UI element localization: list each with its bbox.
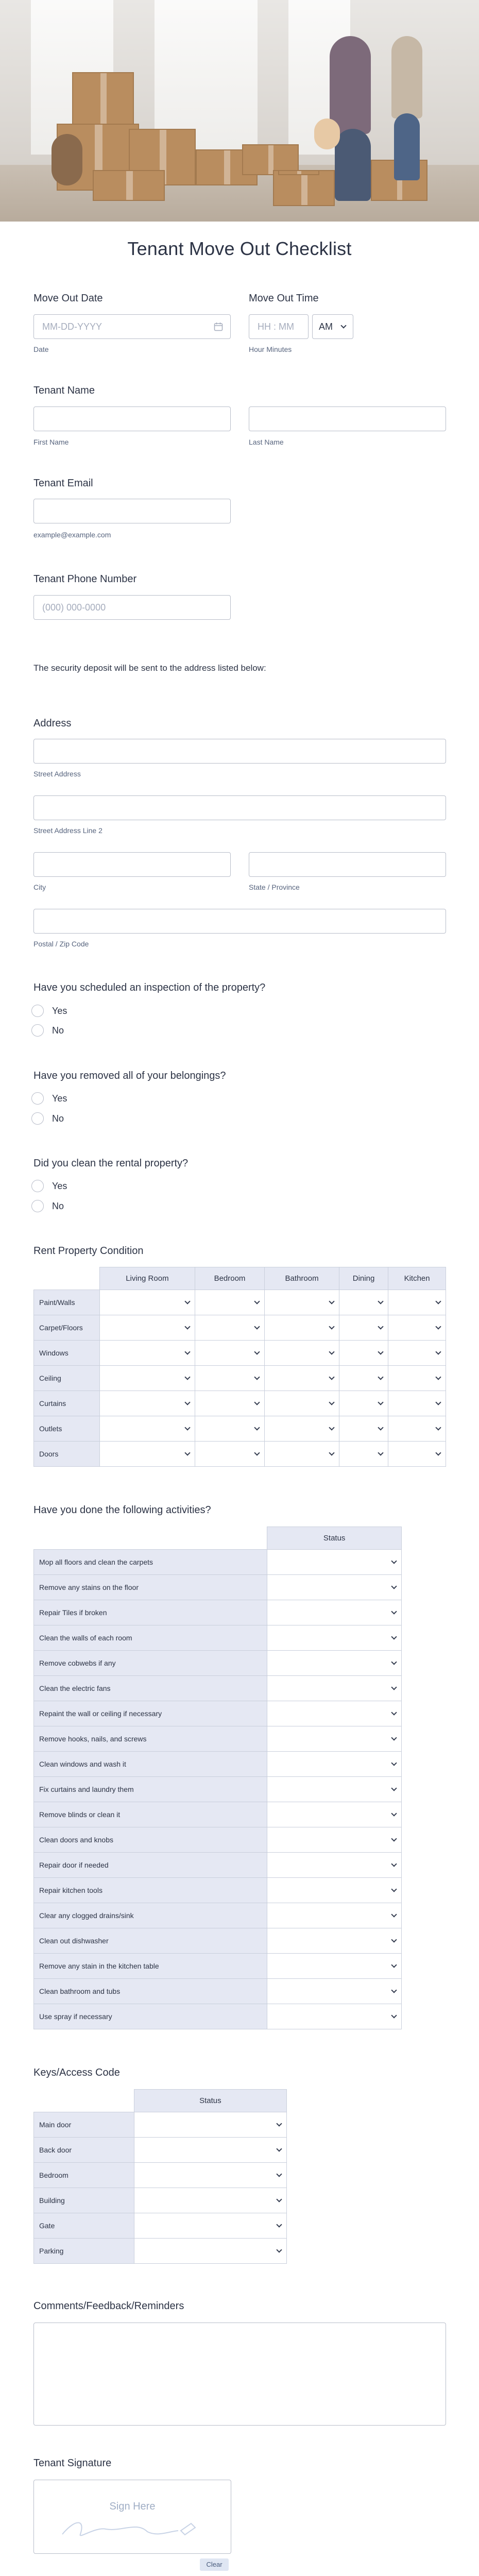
condition-select[interactable] (388, 1391, 446, 1416)
condition-select[interactable] (339, 1290, 388, 1315)
condition-select[interactable] (195, 1442, 264, 1467)
first-name-sublabel: First Name (33, 438, 69, 446)
chevron-down-icon (378, 1324, 384, 1329)
status-select[interactable] (267, 2004, 402, 2029)
chevron-down-icon (391, 1886, 397, 1892)
row-label: Clean bathroom and tubs (34, 1979, 267, 2004)
table-row (34, 1442, 446, 1467)
row-label: Clear any clogged drains/sink (34, 1903, 267, 1928)
chevron-down-icon (329, 1425, 334, 1430)
status-select[interactable] (267, 1575, 402, 1600)
condition-select[interactable] (100, 1391, 195, 1416)
chevron-down-icon (254, 1399, 260, 1405)
question-clean-label: Did you clean the rental property? (33, 1158, 189, 1169)
status-select[interactable] (267, 1651, 402, 1676)
chevron-down-icon (276, 2171, 282, 2177)
condition-select[interactable] (265, 1341, 339, 1366)
row-label: Gate (34, 2213, 134, 2239)
row-label: Parking (34, 2239, 134, 2264)
table-row (34, 1625, 402, 1651)
status-select[interactable] (267, 1853, 402, 1878)
radio-label-no: No (52, 1025, 64, 1036)
radio-inspection-no[interactable] (31, 1024, 44, 1037)
radio-label-no: No (52, 1113, 64, 1124)
tenant-signature-pad[interactable] (33, 2480, 231, 2554)
table-row (34, 1853, 402, 1878)
radio-label-yes: Yes (52, 1181, 67, 1191)
table-row (34, 1726, 402, 1752)
chevron-down-icon (391, 1810, 397, 1816)
radio-clean-yes[interactable] (31, 1180, 44, 1192)
chevron-down-icon (276, 2222, 282, 2227)
table-row (34, 2239, 287, 2264)
status-select[interactable] (267, 1878, 402, 1903)
table-row (34, 1600, 402, 1625)
status-select[interactable] (134, 2163, 286, 2188)
chevron-down-icon (254, 1450, 260, 1455)
postal-input[interactable] (33, 909, 446, 934)
chevron-down-icon (184, 1450, 190, 1455)
chevron-down-icon (391, 1735, 397, 1740)
first-name-input[interactable] (33, 406, 231, 431)
chevron-down-icon (391, 1785, 397, 1791)
table-row (34, 2163, 287, 2188)
chevron-down-icon (435, 1298, 441, 1304)
table-row (34, 2138, 287, 2163)
status-select[interactable] (267, 1701, 402, 1726)
radio-clean-no[interactable] (31, 1200, 44, 1212)
condition-select[interactable] (265, 1290, 339, 1315)
status-select[interactable] (267, 1625, 402, 1651)
row-label: Clean out dishwasher (34, 1928, 267, 1954)
condition-select[interactable] (339, 1315, 388, 1341)
condition-select[interactable] (388, 1290, 446, 1315)
tenant-phone-label: Tenant Phone Number (33, 573, 137, 585)
row-label: Windows (34, 1341, 100, 1366)
status-select[interactable] (267, 1954, 402, 1979)
move-out-time-input[interactable] (249, 314, 309, 339)
condition-select[interactable] (100, 1442, 195, 1467)
tenant-email-input[interactable] (33, 499, 231, 523)
status-select[interactable] (267, 1802, 402, 1827)
chevron-down-icon (391, 1558, 397, 1564)
address-label: Address (33, 718, 72, 729)
chevron-down-icon (276, 2121, 282, 2126)
tenant-signature-label: Tenant Signature (33, 2458, 112, 2469)
chevron-down-icon (329, 1374, 334, 1380)
chevron-down-icon (435, 1425, 441, 1430)
row-label: Repair kitchen tools (34, 1878, 267, 1903)
condition-select[interactable] (339, 1442, 388, 1467)
status-select[interactable] (267, 1928, 402, 1954)
condition-select[interactable] (100, 1341, 195, 1366)
row-label: Repair door if needed (34, 1853, 267, 1878)
condition-select[interactable] (265, 1416, 339, 1442)
row-label: Repaint the wall or ceiling if necessary (34, 1701, 267, 1726)
ampm-value: AM (319, 321, 333, 332)
table-row (34, 1651, 402, 1676)
chevron-down-icon (254, 1425, 260, 1430)
status-select[interactable] (267, 1903, 402, 1928)
table-row (34, 2188, 287, 2213)
status-select[interactable] (267, 1777, 402, 1802)
status-select[interactable] (267, 1676, 402, 1701)
tenant-email-sublabel: example@example.com (33, 531, 111, 539)
move-out-date-input[interactable] (33, 314, 231, 339)
row-label: Paint/Walls (34, 1290, 100, 1315)
condition-select[interactable] (100, 1290, 195, 1315)
move-out-time-label: Move Out Time (249, 293, 319, 304)
street-address-2-input[interactable] (33, 795, 446, 820)
chevron-down-icon (435, 1450, 441, 1455)
column-header: Status (267, 1527, 402, 1550)
chevron-down-icon (391, 1962, 397, 1968)
table-row (34, 1827, 402, 1853)
city-input[interactable] (33, 852, 231, 877)
tenant-email-label: Tenant Email (33, 478, 93, 489)
chevron-down-icon (340, 323, 346, 328)
table-row (34, 1954, 402, 1979)
last-name-sublabel: Last Name (249, 438, 284, 446)
condition-select[interactable] (265, 1391, 339, 1416)
chevron-down-icon (391, 1659, 397, 1665)
row-label: Remove any stains on the floor (34, 1575, 267, 1600)
chevron-down-icon (378, 1298, 384, 1304)
status-select[interactable] (134, 2188, 286, 2213)
deposit-note: The security deposit will be sent to the address listed below: (33, 663, 266, 673)
chevron-down-icon (391, 1709, 397, 1715)
sign-here-placeholder: Sign Here (109, 2501, 156, 2512)
table-corner (34, 1267, 100, 1290)
condition-select[interactable] (388, 1315, 446, 1341)
chevron-down-icon (184, 1349, 190, 1354)
move-out-date-placeholder: MM-DD-YYYY (42, 321, 102, 332)
row-label: Back door (34, 2138, 134, 2163)
table-row (34, 1701, 402, 1726)
table-row (34, 2213, 287, 2239)
table-corner (34, 1527, 267, 1550)
row-label: Main door (34, 2112, 134, 2138)
table-row (34, 1752, 402, 1777)
chevron-down-icon (254, 1298, 260, 1304)
column-header: Dining (339, 1267, 388, 1290)
city-sublabel: City (33, 883, 46, 891)
status-select[interactable] (267, 1827, 402, 1853)
chevron-down-icon (276, 2146, 282, 2151)
table-row (34, 1777, 402, 1802)
chevron-down-icon (276, 2247, 282, 2252)
table-row (34, 1802, 402, 1827)
table-row (34, 1550, 402, 1575)
status-select[interactable] (267, 1752, 402, 1777)
ampm-select[interactable] (312, 314, 353, 339)
activities-label: Have you done the following activities? (33, 1504, 211, 1516)
move-out-time-placeholder: HH : MM (258, 321, 294, 332)
row-label: Bedroom (34, 2163, 134, 2188)
row-label: Fix curtains and laundry them (34, 1777, 267, 1802)
row-label: Remove blinds or clean it (34, 1802, 267, 1827)
row-label: Carpet/Floors (34, 1315, 100, 1341)
chevron-down-icon (435, 1399, 441, 1405)
status-select[interactable] (134, 2138, 286, 2163)
condition-select[interactable] (388, 1442, 446, 1467)
chevron-down-icon (378, 1349, 384, 1354)
status-select[interactable] (267, 1726, 402, 1752)
tenant-phone-placeholder: (000) 000-0000 (42, 602, 106, 613)
move-out-time-sublabel: Hour Minutes (249, 345, 292, 353)
calendar-icon[interactable] (214, 322, 223, 331)
condition-select[interactable] (388, 1366, 446, 1391)
chevron-down-icon (391, 1684, 397, 1690)
last-name-input[interactable] (249, 406, 446, 431)
row-label: Ceiling (34, 1366, 100, 1391)
chevron-down-icon (184, 1324, 190, 1329)
chevron-down-icon (391, 1836, 397, 1841)
rent-condition-table (33, 1267, 446, 1467)
row-label: Use spray if necessary (34, 2004, 267, 2029)
row-label: Repair Tiles if broken (34, 1600, 267, 1625)
keys-table (33, 2089, 287, 2264)
radio-label-yes: Yes (52, 1006, 67, 1016)
table-row (34, 1928, 402, 1954)
row-label: Remove any stain in the kitchen table (34, 1954, 267, 1979)
condition-select[interactable] (265, 1315, 339, 1341)
column-header: Living Room (100, 1267, 195, 1290)
row-label: Clean windows and wash it (34, 1752, 267, 1777)
clear-button[interactable]: Clear (200, 2558, 229, 2571)
table-row (34, 1366, 446, 1391)
table-row (34, 1676, 402, 1701)
chevron-down-icon (435, 1374, 441, 1380)
chevron-down-icon (435, 1349, 441, 1354)
condition-select[interactable] (195, 1416, 264, 1442)
radio-belongings-yes[interactable] (31, 1092, 44, 1105)
postal-sublabel: Postal / Zip Code (33, 940, 89, 948)
table-row (34, 1341, 446, 1366)
condition-select[interactable] (339, 1416, 388, 1442)
status-select[interactable] (134, 2112, 286, 2138)
chevron-down-icon (378, 1425, 384, 1430)
chevron-down-icon (391, 1760, 397, 1766)
chevron-down-icon (329, 1349, 334, 1354)
move-out-date-label: Move Out Date (33, 293, 103, 304)
row-label: Curtains (34, 1391, 100, 1416)
column-header: Bedroom (195, 1267, 264, 1290)
chevron-down-icon (378, 1399, 384, 1405)
status-select[interactable] (134, 2239, 286, 2264)
form-title: Tenant Move Out Checklist (127, 238, 352, 259)
status-select[interactable] (267, 1550, 402, 1575)
row-label: Clean the walls of each room (34, 1625, 267, 1651)
condition-select[interactable] (100, 1416, 195, 1442)
tenant-name-label: Tenant Name (33, 385, 95, 396)
condition-select[interactable] (195, 1366, 264, 1391)
status-select[interactable] (134, 2213, 286, 2239)
comments-label: Comments/Feedback/Reminders (33, 2300, 184, 2312)
condition-select[interactable] (265, 1366, 339, 1391)
column-header: Kitchen (388, 1267, 446, 1290)
chevron-down-icon (378, 1450, 384, 1455)
chevron-down-icon (329, 1324, 334, 1329)
row-label: Remove cobwebs if any (34, 1651, 267, 1676)
rent-condition-label: Rent Property Condition (33, 1245, 144, 1257)
condition-select[interactable] (100, 1315, 195, 1341)
chevron-down-icon (184, 1374, 190, 1380)
radio-label-no: No (52, 1201, 64, 1211)
chevron-down-icon (391, 1937, 397, 1942)
condition-select[interactable] (195, 1315, 264, 1341)
row-label: Building (34, 2188, 134, 2213)
table-row (34, 1315, 446, 1341)
row-label: Clean doors and knobs (34, 1827, 267, 1853)
condition-select[interactable] (388, 1341, 446, 1366)
chevron-down-icon (435, 1324, 441, 1329)
table-row (34, 1575, 402, 1600)
chevron-down-icon (378, 1374, 384, 1380)
street-address-input[interactable] (33, 739, 446, 764)
chevron-down-icon (391, 2012, 397, 2018)
condition-select[interactable] (100, 1366, 195, 1391)
chevron-down-icon (391, 1911, 397, 1917)
condition-select[interactable] (339, 1366, 388, 1391)
chevron-down-icon (184, 1298, 190, 1304)
chevron-down-icon (391, 1583, 397, 1589)
state-sublabel: State / Province (249, 883, 300, 891)
chevron-down-icon (329, 1399, 334, 1405)
chevron-down-icon (254, 1324, 260, 1329)
chevron-down-icon (391, 1608, 397, 1614)
activities-table (33, 1527, 402, 2029)
table-row (34, 2004, 402, 2029)
chevron-down-icon (184, 1399, 190, 1405)
chevron-down-icon (329, 1298, 334, 1304)
table-row (34, 1878, 402, 1903)
row-label: Outlets (34, 1416, 100, 1442)
condition-select[interactable] (265, 1442, 339, 1467)
status-select[interactable] (267, 1600, 402, 1625)
chevron-down-icon (254, 1349, 260, 1354)
status-select[interactable] (267, 1979, 402, 2004)
table-row (34, 1903, 402, 1928)
chevron-down-icon (184, 1425, 190, 1430)
chevron-down-icon (276, 2196, 282, 2202)
chevron-down-icon (254, 1374, 260, 1380)
table-row (34, 1979, 402, 2004)
radio-inspection-yes[interactable] (31, 1005, 44, 1017)
street-address-sublabel: Street Address (33, 770, 81, 778)
condition-select[interactable] (195, 1341, 264, 1366)
condition-select[interactable] (195, 1290, 264, 1315)
condition-select[interactable] (339, 1341, 388, 1366)
header-image (0, 0, 479, 222)
radio-belongings-no[interactable] (31, 1112, 44, 1125)
row-label: Clean the electric fans (34, 1676, 267, 1701)
street-address-2-sublabel: Street Address Line 2 (33, 826, 102, 835)
chevron-down-icon (391, 1634, 397, 1639)
row-label: Mop all floors and clean the carpets (34, 1550, 267, 1575)
table-row (34, 1416, 446, 1442)
question-belongings-label: Have you removed all of your belongings? (33, 1070, 226, 1081)
condition-select[interactable] (339, 1391, 388, 1416)
row-label: Doors (34, 1442, 100, 1467)
question-inspection-label: Have you scheduled an inspection of the property? (33, 982, 266, 993)
column-header: Status (134, 2090, 286, 2112)
move-out-date-sublabel: Date (33, 345, 49, 353)
comments-textarea[interactable] (33, 2323, 446, 2426)
tenant-phone-input[interactable] (33, 595, 231, 620)
table-row (34, 1290, 446, 1315)
table-corner (34, 2090, 134, 2112)
chevron-down-icon (329, 1450, 334, 1455)
condition-select[interactable] (195, 1391, 264, 1416)
row-label: Remove hooks, nails, and screws (34, 1726, 267, 1752)
chevron-down-icon (391, 1987, 397, 1993)
table-row (34, 2112, 287, 2138)
state-input[interactable] (249, 852, 446, 877)
table-row (34, 1391, 446, 1416)
radio-label-yes: Yes (52, 1093, 67, 1104)
condition-select[interactable] (388, 1416, 446, 1442)
chevron-down-icon (391, 1861, 397, 1867)
keys-label: Keys/Access Code (33, 2067, 120, 2078)
column-header: Bathroom (265, 1267, 339, 1290)
signature-scribble-icon (60, 2516, 204, 2542)
